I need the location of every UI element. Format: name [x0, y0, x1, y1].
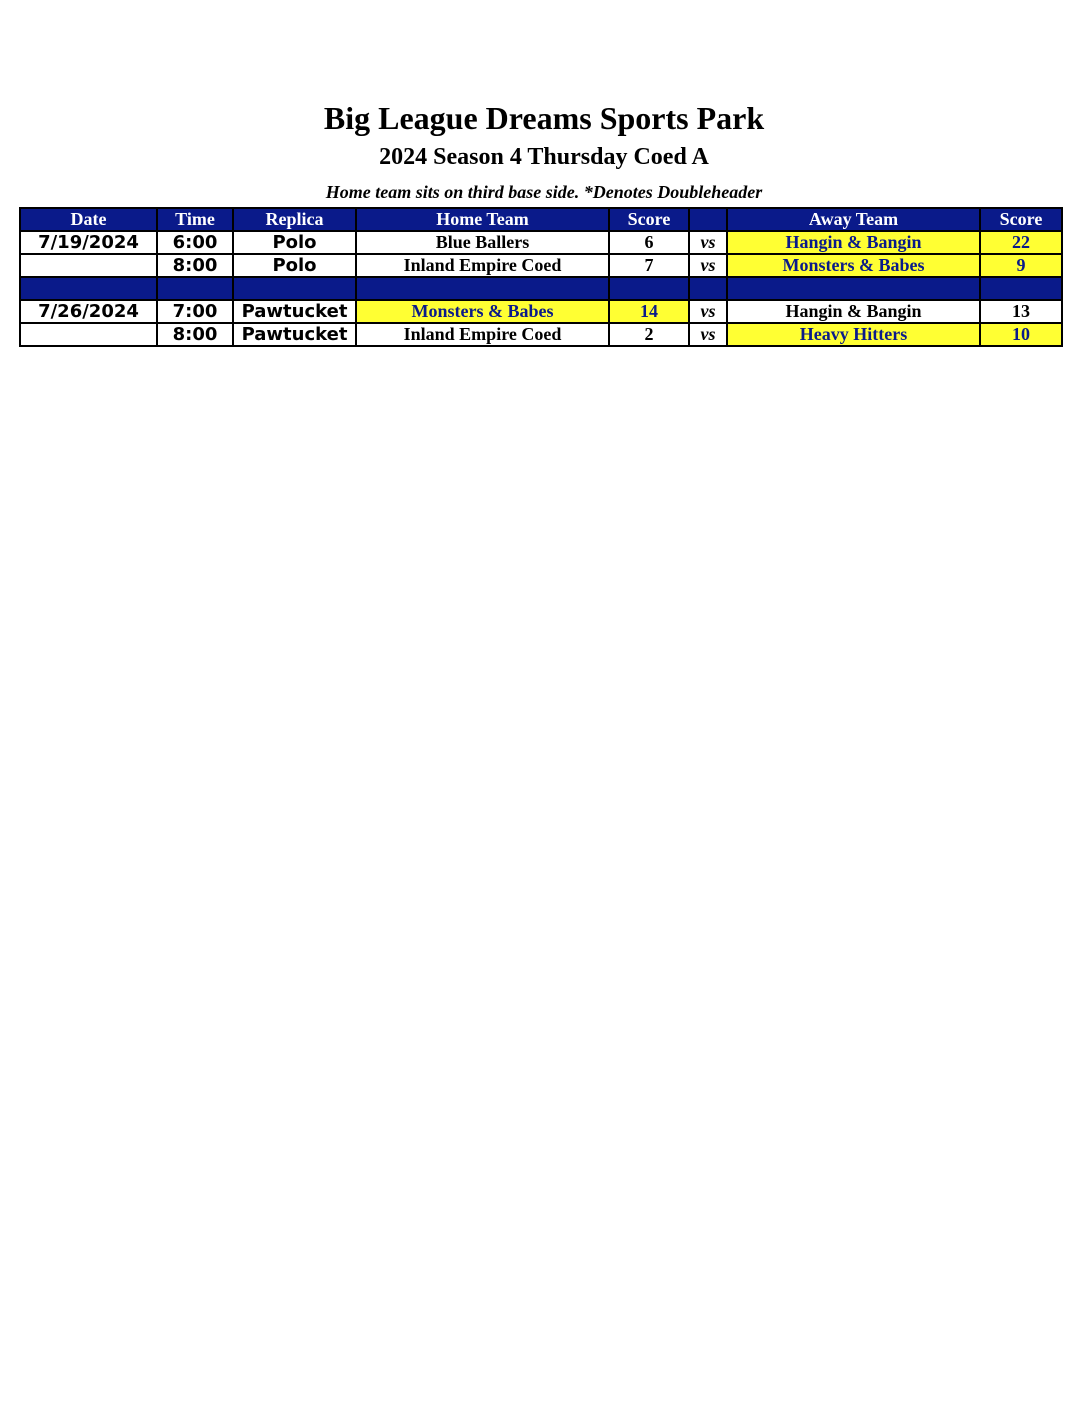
game-field: Polo	[233, 231, 356, 254]
separator-cell	[609, 277, 689, 300]
home-score: 2	[609, 323, 689, 346]
separator-cell	[157, 277, 233, 300]
game-field: Polo	[233, 254, 356, 277]
home-team: Blue Ballers	[356, 231, 609, 254]
col-header-replica: Replica	[233, 208, 356, 231]
col-header-time: Time	[157, 208, 233, 231]
home-team: Inland Empire Coed	[356, 323, 609, 346]
season-subtitle: 2024 Season 4 Thursday Coed A	[379, 144, 709, 170]
page-title: Big League Dreams Sports Park	[323, 100, 765, 136]
col-header-away-team: Away Team	[727, 208, 980, 231]
vs-label: vs	[689, 254, 727, 277]
away-score: 9	[980, 254, 1062, 277]
game-time: 8:00	[157, 323, 233, 346]
separator-row	[20, 277, 1062, 300]
home-score: 14	[609, 300, 689, 323]
vs-label: vs	[689, 300, 727, 323]
game-date: 7/19/2024	[20, 231, 157, 254]
home-team: Monsters & Babes	[356, 300, 609, 323]
game-field: Pawtucket	[233, 300, 356, 323]
col-header-home-team: Home Team	[356, 208, 609, 231]
col-header-vs	[689, 208, 727, 231]
away-team: Heavy Hitters	[727, 323, 980, 346]
separator-cell	[980, 277, 1062, 300]
away-team: Hangin & Bangin	[727, 231, 980, 254]
separator-cell	[727, 277, 980, 300]
separator-cell	[20, 277, 157, 300]
game-time: 7:00	[157, 300, 233, 323]
game-date: 7/26/2024	[20, 300, 157, 323]
away-team: Monsters & Babes	[727, 254, 980, 277]
col-header-date: Date	[20, 208, 157, 231]
separator-cell	[356, 277, 609, 300]
vs-label: vs	[689, 231, 727, 254]
game-date	[20, 254, 157, 277]
away-score: 13	[980, 300, 1062, 323]
game-time: 8:00	[157, 254, 233, 277]
game-field: Pawtucket	[233, 323, 356, 346]
schedule-table	[19, 207, 1063, 347]
header-row	[20, 208, 1062, 231]
game-time: 6:00	[157, 231, 233, 254]
separator-cell	[689, 277, 727, 300]
vs-label: vs	[689, 323, 727, 346]
home-score: 6	[609, 231, 689, 254]
game-date	[20, 323, 157, 346]
table-row	[20, 323, 1062, 346]
away-score: 10	[980, 323, 1062, 346]
away-team: Hangin & Bangin	[727, 300, 980, 323]
table-row	[20, 300, 1062, 323]
away-score: 22	[980, 231, 1062, 254]
col-header-home-score: Score	[609, 208, 689, 231]
schedule-note: Home team sits on third base side. *Denotes Doubleheader	[325, 182, 763, 202]
table-row	[20, 231, 1062, 254]
separator-cell	[233, 277, 356, 300]
col-header-away-score: Score	[980, 208, 1062, 231]
home-team: Inland Empire Coed	[356, 254, 609, 277]
home-score: 7	[609, 254, 689, 277]
table-row	[20, 254, 1062, 277]
